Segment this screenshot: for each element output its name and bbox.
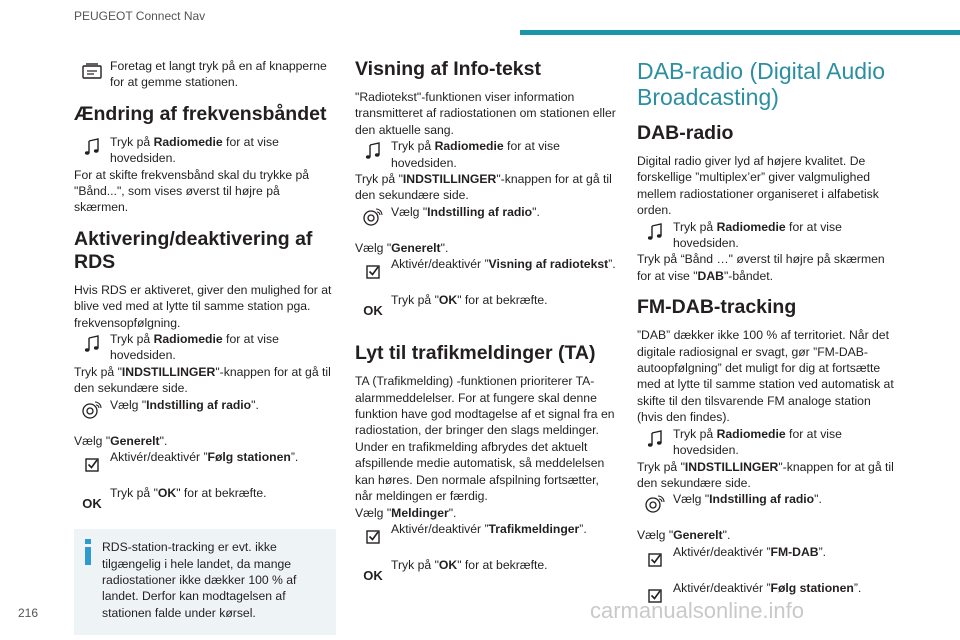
intro-text: Foretag et langt tryk på en af knapperne for at gemme stationen.	[110, 59, 327, 90]
paragraph-text: "-båndet.	[723, 268, 774, 283]
paragraph-bold: INDSTILLINGER	[684, 459, 779, 474]
section-title-traffic: Lyt til trafikmeldinger (TA)	[355, 342, 596, 365]
step-ok	[355, 557, 617, 589]
paragraph	[74, 433, 336, 449]
paragraph-bold: Meldinger	[391, 505, 449, 520]
paragraph: Hvis RDS er aktiveret, giver den mulighed for at blive ved med at lytte til samme station pga. frekvensopfølgning.	[74, 282, 332, 330]
column-2	[355, 58, 617, 589]
section-title-fm-dab: FM-DAB-tracking	[637, 296, 797, 319]
step-text: Aktivér/deaktivér ”	[391, 521, 489, 536]
paragraph-bold: INDSTILLINGER	[402, 172, 497, 187]
paragraph	[637, 251, 899, 284]
paragraph-text: Vælg "	[74, 433, 111, 448]
paragraph: ”DAB” dækker ikke 100 % af territoriet. Når det digitale radiosignal er svagt, gør ”FM-DAB-autoopfølgning” det muligt for dig at fortsætte med at lytte til samme station ved automatisk at skifte til den tilsvarende FM analoge station (hvis den findes).	[637, 328, 894, 425]
checkbox-icon	[74, 449, 110, 475]
paragraph-text: ".	[722, 528, 731, 543]
step-text: Tryk på	[673, 219, 717, 234]
step-bold: OK	[438, 557, 458, 572]
step-text: ”.	[818, 544, 827, 559]
section-title-dab-radio: DAB-radio	[637, 122, 734, 144]
music-note-icon	[637, 426, 673, 452]
paragraph-bold: Generelt	[391, 240, 441, 255]
paragraph	[355, 240, 617, 256]
step-radiomedie	[355, 138, 617, 171]
step-text: Vælg "	[673, 492, 710, 507]
paragraph-bold: DAB	[697, 268, 724, 283]
radio-settings-icon	[74, 397, 110, 423]
step-text: " for at bekræfte.	[176, 486, 267, 501]
paragraph-text: Tryk på "	[74, 364, 122, 379]
paragraph-text: Vælg "	[355, 240, 392, 255]
paragraph-text: Tryk på "	[637, 459, 685, 474]
music-note-icon	[637, 219, 673, 245]
step-text: Tryk på "	[391, 557, 439, 572]
chapter-title-dab: DAB-radio (Digital Audio Broadcasting)	[637, 58, 886, 110]
step-bold: Radiomedie	[153, 332, 223, 347]
column-3	[637, 58, 899, 606]
header-accent-bar	[520, 30, 960, 35]
step-text: Aktivér/deaktivér ”	[391, 257, 489, 272]
music-note-icon	[74, 331, 110, 357]
step-text: Tryk på "	[391, 293, 439, 308]
step-bold: Radiomedie	[153, 134, 223, 149]
step-text: Aktivér/deaktivér ”	[110, 450, 208, 465]
step-text: ".	[814, 492, 822, 507]
step-bold: FM-DAB	[770, 544, 819, 559]
checkbox-icon	[355, 521, 391, 547]
music-note-icon	[355, 138, 391, 164]
step-bold: OK	[157, 486, 177, 501]
step-radiomedie	[74, 134, 336, 167]
section-title-info-text: Visning af Info-tekst	[355, 58, 541, 80]
header-title: PEUGEOT Connect Nav	[74, 9, 206, 23]
step-text: for at vise hovedsiden.	[391, 139, 560, 170]
step-radio-settings	[355, 204, 617, 230]
step-text: ”.	[608, 257, 616, 272]
step-radiomedie	[74, 331, 336, 364]
step-ok	[355, 292, 617, 324]
ok-label: OK	[363, 567, 383, 583]
ok-label: OK	[82, 495, 102, 511]
section-title-rds: Aktivering/deaktivering af RDS	[74, 227, 313, 273]
step-toggle	[74, 449, 336, 475]
step-text: Tryk på	[110, 332, 154, 347]
step-radiomedie	[637, 219, 899, 252]
paragraph-text: Vælg "	[355, 505, 392, 520]
step-text: Tryk på	[110, 134, 154, 149]
paragraph-text: Tryk på “Bånd …" øverst til højre på skærmen for at vise "	[637, 252, 885, 283]
step-bold: OK	[438, 293, 458, 308]
step-ok	[74, 485, 336, 517]
section-title-frequency-band: Ændring af frekvensbåndet	[74, 102, 327, 125]
step-bold: Indstilling af radio	[146, 397, 252, 412]
paragraph-text: ".	[448, 505, 457, 520]
intro-step	[74, 58, 336, 91]
paragraph-bold: Generelt	[110, 433, 160, 448]
step-text: " for at bekræfte.	[457, 557, 548, 572]
music-note-icon	[74, 134, 110, 160]
step-text: for at vise hovedsiden.	[673, 219, 842, 251]
column-1	[74, 58, 336, 635]
paragraph	[74, 364, 336, 397]
paragraph-text: "-knappen for at gå til den sekundære side.	[637, 459, 894, 490]
step-bold: Indstilling af radio	[709, 492, 815, 507]
step-text: ".	[251, 397, 259, 412]
radio-settings-icon	[355, 204, 391, 230]
info-box	[74, 529, 336, 635]
paragraph-bold: Generelt	[673, 528, 723, 543]
step-bold: Trafikmeldinger	[488, 521, 580, 536]
paragraph	[637, 527, 899, 543]
paragraph: "Radiotekst"-funktionen viser information transmitteret af radiostationen om stationen eller den aktuelle sang.	[355, 90, 616, 137]
step-text: ”.	[853, 580, 862, 595]
step-text: " for at bekræfte.	[457, 293, 548, 308]
paragraph-text: Tryk på "	[355, 172, 403, 187]
step-bold: Følg stationen	[770, 580, 854, 595]
step-text: for at vise hovedsiden.	[110, 332, 279, 363]
step-bold: Radiomedie	[716, 426, 786, 441]
step-bold: Visning af radiotekst	[488, 257, 609, 272]
ok-label: OK	[363, 303, 383, 319]
paragraph-text: "-knappen for at gå til den sekundære side.	[74, 364, 331, 396]
step-text: for at vise hovedsiden.	[673, 426, 842, 458]
radio-settings-icon	[637, 491, 673, 517]
checkbox-icon	[355, 256, 391, 282]
step-text: Vælg "	[110, 397, 147, 412]
step-bold: Radiomedie	[716, 219, 786, 234]
step-bold: Indstilling af radio	[427, 204, 533, 219]
step-toggle	[355, 521, 617, 547]
watermark: carmanualsonline.info	[590, 598, 805, 623]
page-number: 216	[18, 606, 39, 620]
step-text: ”.	[579, 521, 587, 536]
step-toggle	[355, 256, 617, 282]
step-text: ”.	[290, 450, 299, 465]
paragraph: TA (Trafikmelding) -funktionen prioriterer TA-alarmmeddelelser. For at fungere skal denne funktion have god modtagelse af et signal fra en radiostation, der bringer den slags meldinger. Under en trafikmelding afbrydes det aktuelt afspillende medie automatisk, så meddelelsen kan høres. Den normale afspilning fortsætter, når meldingen er færdig.	[355, 374, 615, 504]
step-toggle	[637, 544, 899, 570]
step-text: Tryk på	[391, 139, 435, 154]
radio-memory-icon	[74, 58, 110, 84]
info-icon	[84, 539, 92, 621]
paragraph	[355, 171, 617, 204]
info-text: RDS-station-tracking er evt. ikke tilgængelig i hele landet, da mange radiostationer ikke dækker 100 % af landet. Derfor kan modtagelsen af stationen falde under kørsel.	[102, 540, 297, 620]
checkbox-icon	[637, 544, 673, 570]
step-text: Aktivér/deaktivér ”	[673, 544, 771, 559]
paragraph	[637, 459, 899, 492]
paragraph-bold: INDSTILLINGER	[121, 364, 216, 379]
paragraph: For at skifte frekvensbånd skal du trykke på "Bånd...", som vises øverst til højre på skærmen.	[74, 167, 310, 215]
step-text: Vælg "	[391, 204, 428, 219]
paragraph-text: Vælg "	[637, 528, 674, 543]
step-radiomedie	[637, 426, 899, 459]
step-bold: Radiomedie	[434, 139, 504, 154]
step-bold: Følg stationen	[207, 450, 291, 465]
step-radio-settings	[637, 491, 899, 517]
step-text: Tryk på "	[110, 486, 158, 501]
step-text: Aktivér/deaktivér ”	[673, 580, 771, 595]
step-text: ".	[532, 204, 540, 219]
paragraph	[355, 505, 617, 521]
paragraph-text: ".	[440, 240, 449, 255]
paragraph: Digital radio giver lyd af højere kvalitet. De forskellige ”multiplex’er” giver valgmulighed mellem radiostationer organiseret i alfabetisk orden.	[637, 154, 879, 218]
paragraph-text: ".	[159, 433, 168, 448]
step-text: for at vise hovedsiden.	[110, 134, 279, 166]
paragraph-text: "-knappen for at gå til den sekundære side.	[355, 172, 612, 203]
step-text: Tryk på	[673, 426, 717, 441]
step-radio-settings	[74, 397, 336, 423]
